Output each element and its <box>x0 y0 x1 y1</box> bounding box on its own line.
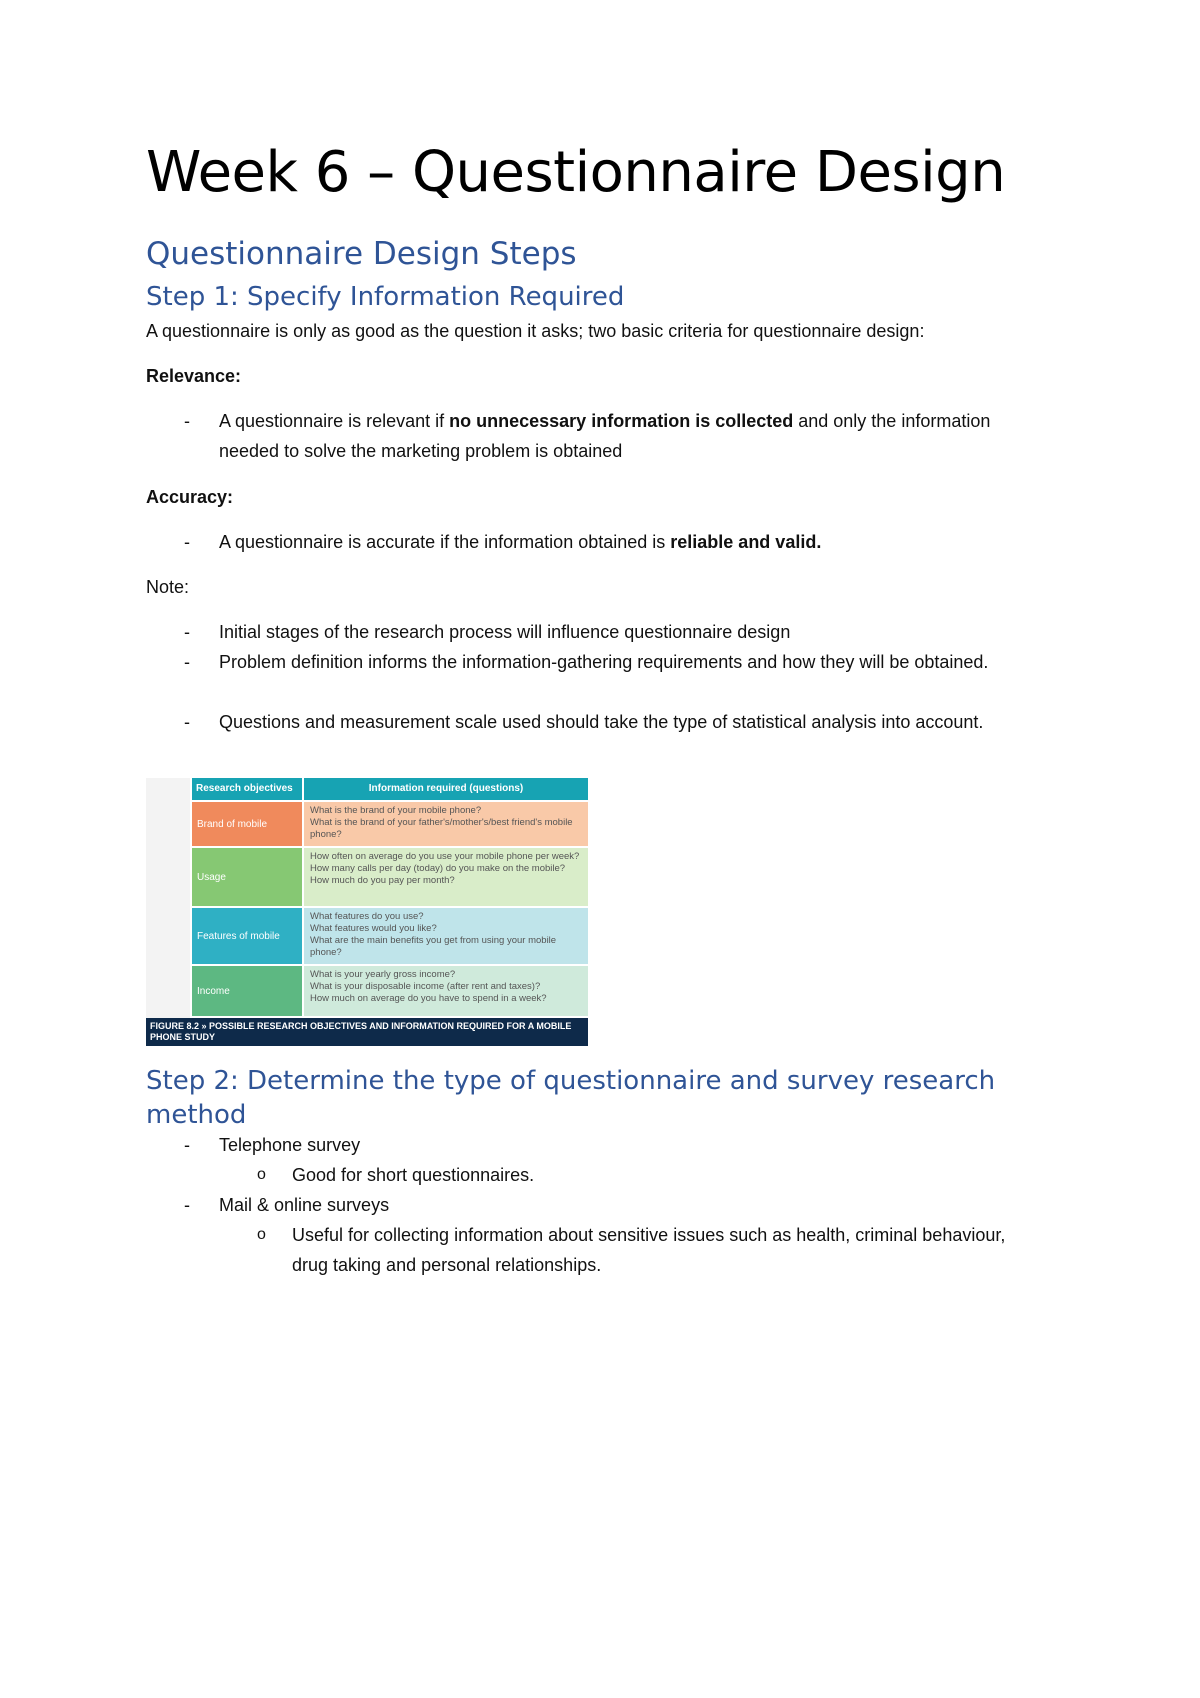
step2-heading: Step 2: Determine the type of questionnaire and survey research method <box>146 1066 996 1130</box>
bullet-text: Telephone survey <box>219 1135 361 1155</box>
figure-header-objectives: Research objectives <box>192 778 302 800</box>
bullet-text: A questionnaire is accurate if the information obtained is reliable and valid. <box>219 532 822 552</box>
figure-questions-cell: How often on average do you use your mobile phone per week? How many calls per day (today) do you make on the mobile? How much do you pay per month? <box>304 848 588 906</box>
figure-header-info: Information required (questions) <box>304 778 588 800</box>
bullet-text: Problem definition informs the information-gathering requirements and how they will be obtained. <box>219 652 989 672</box>
bullet-dash: - <box>184 622 190 642</box>
sub-bullet-marker: o <box>257 1226 266 1243</box>
bullet-text: Initial stages of the research process will influence questionnaire design <box>219 622 791 642</box>
bullet-text: A questionnaire is relevant if no unnecessary information is collected and only the information needed to solve the marketing problem is obtained <box>219 411 991 461</box>
bullet-dash: - <box>184 652 190 672</box>
step1-heading: Step 1: Specify Information Required <box>146 282 625 312</box>
bullet-text: Questions and measurement scale used should take the type of statistical analysis into account. <box>219 712 984 732</box>
bullet-dash: - <box>184 411 190 431</box>
page-title: Week 6 – Questionnaire Design <box>146 140 1006 205</box>
step1-intro: A questionnaire is only as good as the question it asks; two basic criteria for questionnaire design: <box>146 321 925 341</box>
figure-questions-cell: What features do you use? What features would you like? What are the main benefits you get from using your mobile phone? <box>304 908 588 964</box>
figure-objective-cell: Income <box>192 966 302 1016</box>
figure-questions-cell: What is your yearly gross income? What is your disposable income (after rent and taxes)? How much on average do you have to spend in a week? <box>304 966 588 1016</box>
bullet-dash: - <box>184 1135 190 1155</box>
sub-bullet-text: Good for short questionnaires. <box>292 1165 535 1185</box>
figure-objective-cell: Features of mobile <box>192 908 302 964</box>
sub-bullet-text: Useful for collecting information about sensitive issues such as health, criminal behaviour, drug taking and personal relationships. <box>292 1225 1006 1275</box>
figure-row <box>192 966 588 1016</box>
figure-caption: FIGURE 8.2 » POSSIBLE RESEARCH OBJECTIVES AND INFORMATION REQUIRED FOR A MOBILE PHONE STUDY <box>146 1018 588 1046</box>
figure-header-row <box>192 778 588 800</box>
relevance-label: Relevance: <box>146 366 242 386</box>
note-label: Note: <box>146 577 190 597</box>
figure-row <box>192 802 588 846</box>
figure-row <box>192 848 588 906</box>
figure-objective-cell: Usage <box>192 848 302 906</box>
bullet-dash: - <box>184 1195 190 1215</box>
sub-bullet-marker: o <box>257 1166 266 1183</box>
bullet-dash: - <box>184 532 190 552</box>
accuracy-label: Accuracy: <box>146 487 234 507</box>
figure-row <box>192 908 588 964</box>
bullet-text: Mail & online surveys <box>219 1195 390 1215</box>
figure-objective-cell: Brand of mobile <box>192 802 302 846</box>
research-objectives-figure <box>146 778 588 1046</box>
figure-questions-cell: What is the brand of your mobile phone? What is the brand of your father's/mother's/best friend's mobile phone? <box>304 802 588 846</box>
figure-margin <box>146 778 190 1018</box>
bullet-dash: - <box>184 712 190 732</box>
section-heading: Questionnaire Design Steps <box>146 236 577 272</box>
